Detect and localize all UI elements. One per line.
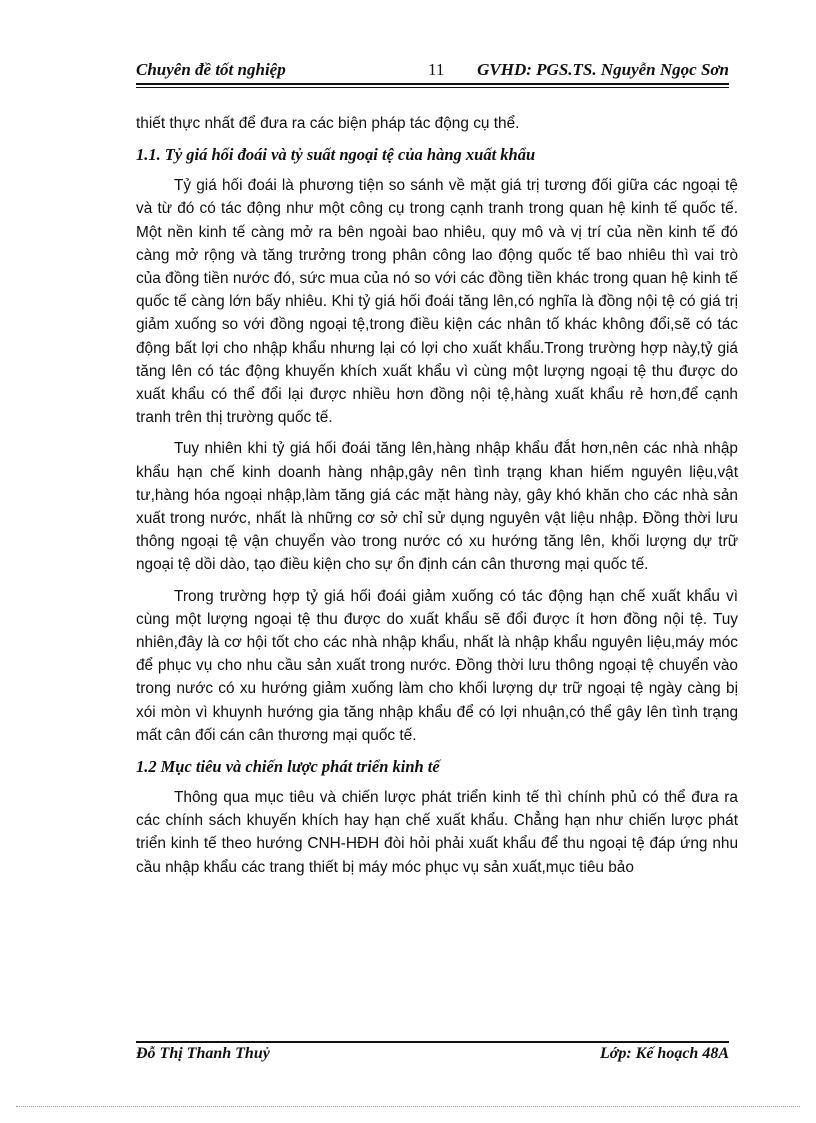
footer-rule — [136, 1041, 729, 1043]
header-supervisor: GVHD: PGS.TS. Nguyễn Ngọc Sơn — [477, 60, 729, 79]
section-number: 1.2 — [136, 757, 157, 777]
header-document-title: Chuyên đề tốt nghiệp — [136, 60, 286, 79]
header-rule-thick — [136, 83, 729, 85]
paragraph: Tuy nhiên khi tỷ giá hối đoái tăng lên,hàng nhập khẩu đắt hơn,nên các nhà nhập khẩu hạn chế kinh doanh hàng nhập,gây nên tình trạng khan hiếm nguyên liệu,vật tư,hàng hóa ngoại nhập,làm tăng giá các mặt hàng này, gây khó khăn cho các nhà sản xuất trong nước, nhất là những cơ sở chỉ sử dụng nguyên vật liệu nhập. Đồng thời lưu thông ngoại tệ vận chuyển vào trong nước có xu hướng tăng lên, khối lượng dự trữ ngoại tệ dồi dào, tạo điều kiện cho sự ổn định cán cân thương mại quốc tế. — [136, 440, 738, 574]
header-page-number: 11 — [428, 60, 445, 79]
section-heading-1-2 — [136, 756, 738, 778]
header-rule-thin — [136, 87, 729, 88]
page-break-line — [16, 1106, 800, 1107]
section-heading-1-1 — [136, 144, 738, 166]
paragraph: Trong trường hợp tỷ giá hối đoái giảm xuống có tác động hạn chế xuất khẩu vì cùng một lượng ngoại tệ thu được do xuất khẩu sẽ đổi được ít hơn đồng nội tệ. Tuy nhiên,đây là cơ hội tốt cho các nhà nhập khẩu, nhất là nhập khẩu nguyên liệu,máy móc để phục vụ cho nhu cầu sản xuất trong nước. Đồng thời lưu thông ngoại tệ chuyển vào trong nước có xu hướng giảm xuống làm cho khối lượng dự trữ ngoại tệ ngày càng bị xói mòn vì khuynh hướng gia tăng nhập khẩu để có lợi nhuận,có thể gây lên tình trạng mất cân đối cán cân thương mại quốc tế. — [136, 587, 738, 744]
section-title: Tỷ giá hối đoái và tỷ suất ngoại tệ của hàng xuất khẩu — [164, 145, 536, 165]
paragraph: Thông qua mục tiêu và chiến lược phát triển kinh tế thì chính phủ có thể đưa ra các chính sách khuyến khích hay hạn chế xuất khẩu. Chẳng hạn như chiến lược phát triển kinh tế theo hướng CNH-HĐH đòi hỏi phải xuất khẩu để thu ngoại tệ đáp ứng nhu cầu nhập khẩu các trang thiết bị máy móc phục vụ sản xuất,mục tiêu bảo — [136, 789, 738, 876]
section-number: 1.1. — [136, 145, 161, 165]
section-title: Mục tiêu và chiến lược phát triển kinh tế — [160, 757, 440, 777]
paragraph: Tỷ giá hối đoái là phương tiện so sánh về mặt giá trị tương đối giữa các ngoại tệ và từ đó có tác động như một công cụ trong cạnh tranh trong quan hệ kinh tế quốc tế. Một nền kinh tế càng mở ra bên ngoài bao nhiêu, quy mô và vị trí của nền kinh tế đó càng mở rộng và tăng trưởng trong phân công lao động quốc tế bao nhiêu thì vai trò của đồng tiền nước đó, sức mua của nó so với các đồng tiền khác trong quan hệ kinh tế quốc tế càng lớn bấy nhiêu. Khi tỷ giá hối đoái tăng lên,có nghĩa là đồng nội tệ có giá trị giảm xuống so với đồng ngoại tệ,trong điều kiện các nhân tố khác không đổi,sẽ có tác động bất lợi cho nhập khẩu nhưng lại có lợi cho xuất khẩu.Trong trường hợp này,tỷ giá tăng lên có tác động khuyến khích xuất khẩu vì cùng một lượng ngoại tệ thu được do xuất khẩu có thể đổi lại được nhiều hơn đồng nội tệ,hàng xuất khẩu rẻ hơn,để cạnh tranh trên thị trường quốc tế. — [136, 177, 738, 427]
page-footer — [136, 1045, 729, 1067]
footer-author: Đỗ Thị Thanh Thuỷ — [136, 1045, 270, 1062]
page-body — [136, 112, 738, 879]
intro-paragraph: thiết thực nhất để đưa ra các biện pháp tác động cụ thể. — [136, 115, 520, 132]
footer-class: Lớp: Kế hoạch 48A — [599, 1045, 729, 1062]
page-header — [136, 60, 729, 82]
